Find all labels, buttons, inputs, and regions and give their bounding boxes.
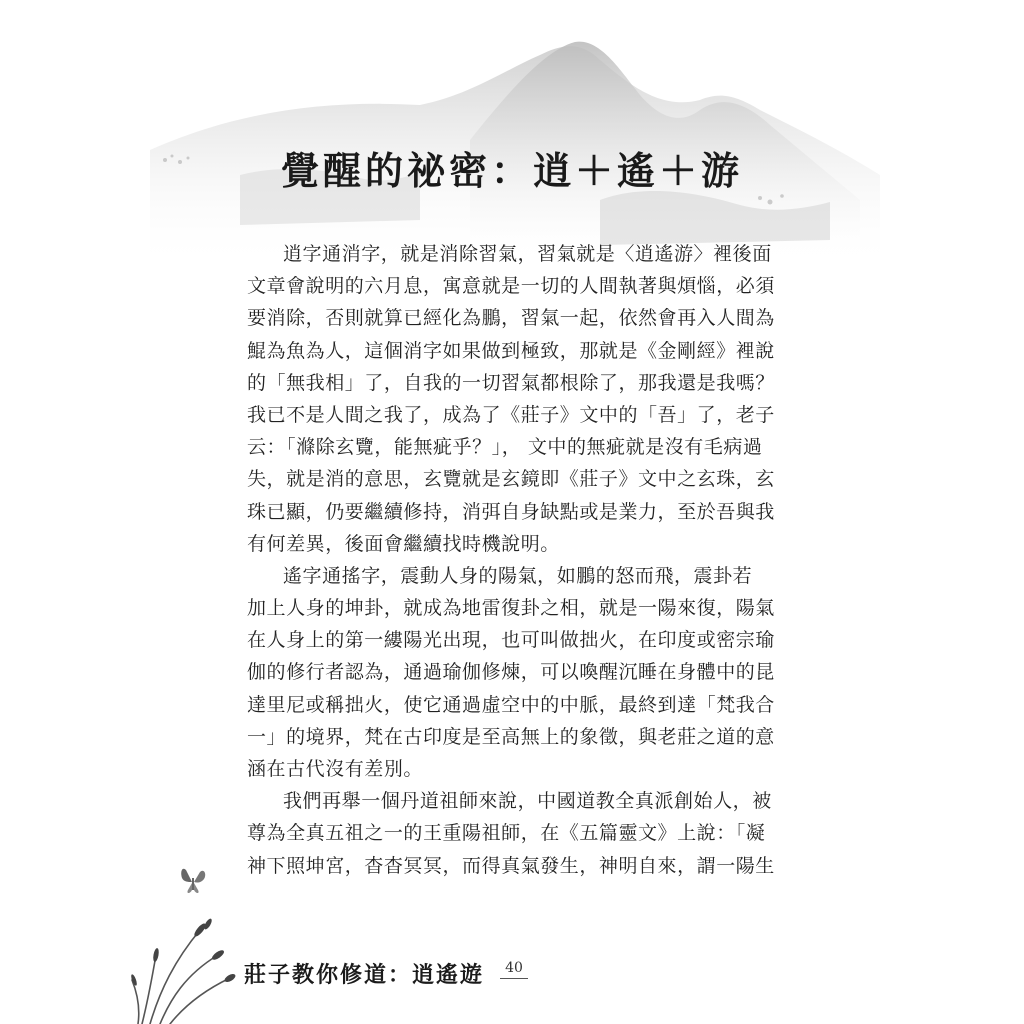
- text-line: 神下照坤宮，杳杳冥冥，而得真氣發生，神明自來，謂一陽生: [247, 854, 775, 877]
- butterfly-icon: [181, 869, 205, 893]
- body-text: [247, 238, 777, 882]
- text-line: 我們再舉一個丹道祖師來說，中國道教全真派創始人，被: [283, 790, 772, 813]
- book-title: 莊子教你修道：逍遙遊: [244, 963, 485, 988]
- text-line: 達里尼或稱拙火，使它通過虛空中的中脈，最終到達「梵我合: [247, 693, 775, 716]
- page-title: 覺醒的祕密：逍＋遙＋游: [280, 148, 743, 193]
- text-line: 鯤為魚為人，這個消字如果做到極致，那就是《金剛經》裡說: [247, 339, 775, 362]
- text-line: 要消除，否則就算已經化為鵬，習氣一起，依然會再入人間為: [247, 307, 775, 330]
- text-line: 有何差異，後面會繼續找時機說明。: [247, 532, 560, 555]
- text-line: 一」的境界，梵在古印度是至高無上的象徵，與老莊之道的意: [247, 725, 775, 748]
- text-line: 在人身上的第一縷陽光出現，也可叫做拙火，在印度或密宗瑜: [247, 629, 775, 652]
- paragraph: [247, 785, 777, 882]
- text-line: 云：「滌除玄覽，能無疵乎？」， 文中的無疵就是沒有毛病過: [247, 436, 763, 459]
- text-line: 遙字通搖字，震動人身的陽氣，如鵬的怒而飛，震卦若: [283, 564, 753, 587]
- text-line: 伽的修行者認為，通過瑜伽修煉，可以喚醒沉睡在身體中的昆: [247, 661, 775, 684]
- text-line: 逍字通消字，就是消除習氣，習氣就是〈逍遙游〉裡後面: [283, 243, 772, 265]
- paragraph: [247, 560, 777, 785]
- text-line: 加上人身的坤卦，就成為地雷復卦之相，就是一陽來復，陽氣: [247, 597, 775, 620]
- paragraph: [247, 238, 777, 560]
- text-line: 涵在古代沒有差別。: [247, 758, 423, 780]
- text-line: 的「無我相」了，自我的一切習氣都根除了，那我還是我嗎？: [247, 371, 775, 394]
- text-line: 失，就是消的意思，玄覽就是玄鏡即《莊子》文中之玄珠，玄: [247, 468, 775, 491]
- text-line: 文章會說明的六月息，寓意就是一切的人間執著與煩惱，必須: [247, 275, 775, 298]
- butterfly-and-grass-ink-painting: [130, 860, 250, 1024]
- page-number: 40: [500, 960, 528, 979]
- text-line: 尊為全真五祖之一的王重陽祖師，在《五篇靈文》上說：「凝: [247, 822, 766, 845]
- text-line: 我已不是人間之我了，成為了《莊子》文中的「吾」了，老子: [247, 403, 775, 426]
- text-line: 珠已顯，仍要繼續修持，消弭自身缺點或是業力，至於吾與我: [247, 500, 775, 523]
